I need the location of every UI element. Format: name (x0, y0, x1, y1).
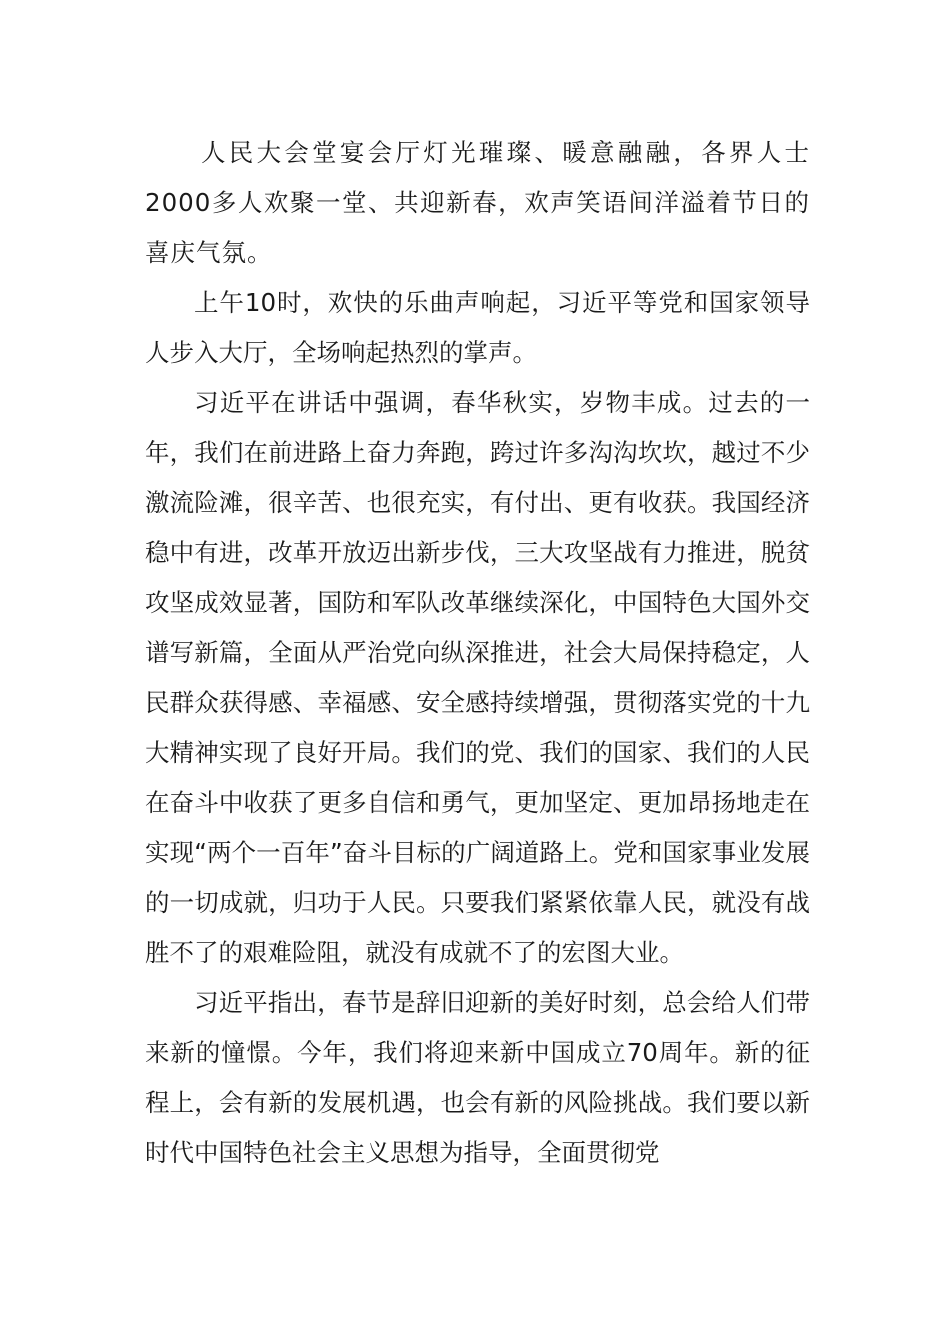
document-body (145, 128, 810, 1178)
paragraph-leaders-enter: 上午10时，欢快的乐曲声响起，习近平等党和国家领导人步入大厅，全场响起热烈的掌声。 (145, 288, 810, 367)
paragraph-speech-review: 习近平在讲话中强调，春华秋实，岁物丰成。过去的一年，我们在前进路上奋力奔跑，跨过许多沟沟坎坎，越过不少激流险滩，很辛苦、也很充实，有付出、更有收获。我国经济稳中有进，改革开放迈出新步伐，三大攻坚战有力推进，脱贫攻坚成效显著，国防和军队改革继续深化，中国特色大国外交谱写新篇，全面从严治党向纵深推进，社会大局保持稳定，人民群众获得感、幸福感、安全感持续增强，贯彻落实党的十九大精神实现了良好开局。我们的党、我们的国家、我们的人民在奋斗中收获了更多自信和勇气，更加坚定、更加昂扬地走在实现“两个一百年”奋斗目标的广阔道路上。党和国家事业发展的一切成就，归功于人民。只要我们紧紧依靠人民，就没有战胜不了的艰难险阻，就没有成就不了的宏图大业。 (145, 388, 810, 967)
paragraph-banquet-scene: 人民大会堂宴会厅灯光璀璨、暖意融融，各界人士2000多人欢聚一堂、共迎新春，欢声笑语间洋溢着节日的喜庆气氛。 (145, 138, 810, 267)
paragraph-spring-festival: 习近平指出，春节是辞旧迎新的美好时刻，总会给人们带来新的憧憬。今年，我们将迎来新中国成立70周年。新的征程上，会有新的发展机遇，也会有新的风险挑战。我们要以新时代中国特色社会主义思想为指导，全面贯彻党 (145, 988, 810, 1167)
